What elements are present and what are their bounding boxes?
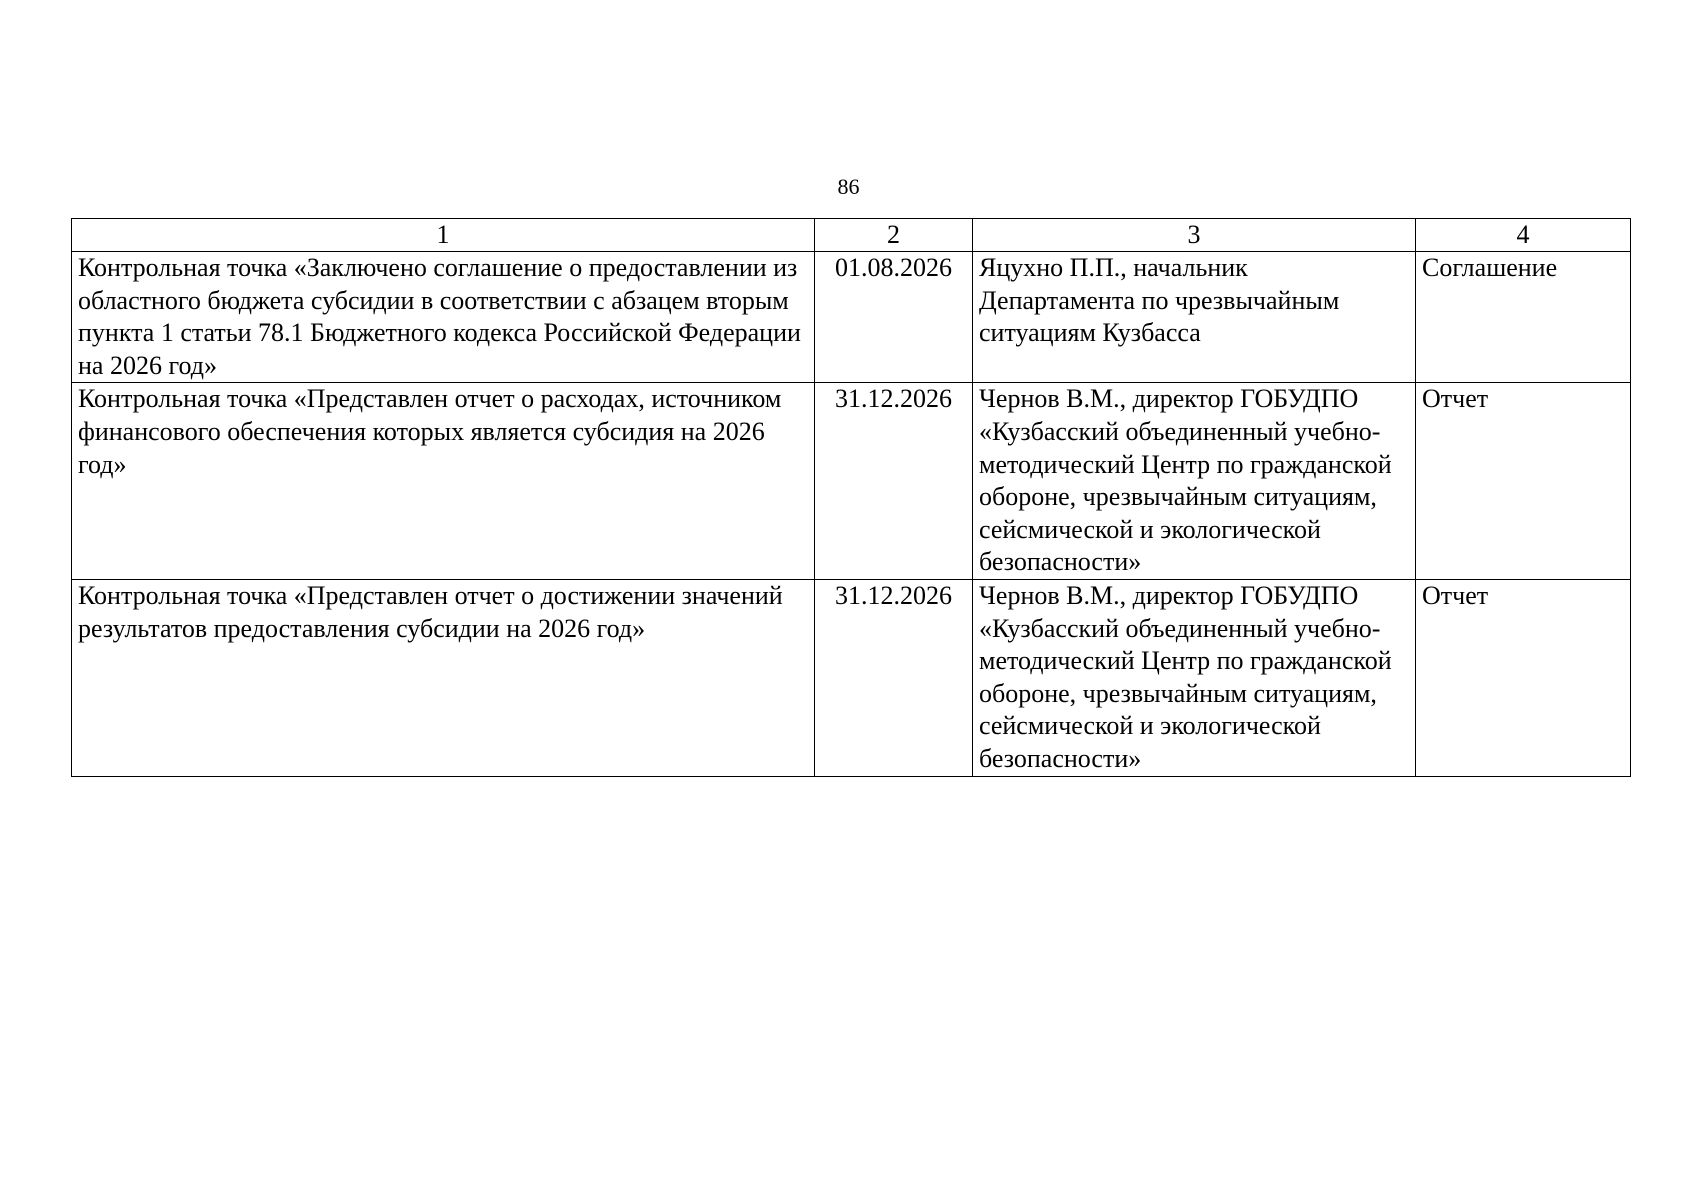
table-row [72, 383, 1631, 580]
responsible-cell: Яцухно П.П., начальник Департамента по чрезвычайным ситуациям Кузбасса [973, 252, 1416, 383]
table-row [72, 579, 1631, 776]
date-cell: 01.08.2026 [815, 252, 973, 383]
description-cell: Контрольная точка «Заключено соглашение о предоставлении из областного бюджета субсидии в соответствии с абзацем вторым пункта 1 статьи 78.1 Бюджетного кодекса Российской Федерации на 2026 год» [72, 252, 815, 383]
column-header-1: 1 [72, 219, 815, 252]
document-cell: Соглашение [1416, 252, 1631, 383]
header-row [72, 219, 1631, 252]
page-number: 86 [837, 174, 860, 199]
date-cell: 31.12.2026 [815, 579, 973, 776]
control-points-table [71, 218, 1631, 777]
date-cell: 31.12.2026 [815, 383, 973, 580]
table-header [72, 219, 1631, 252]
document-cell: Отчет [1416, 383, 1631, 580]
table-body [72, 252, 1631, 777]
description-cell: Контрольная точка «Представлен отчет о расходах, источником финансового обеспечения которых является субсидия на 2026 год» [72, 383, 815, 580]
description-cell: Контрольная точка «Представлен отчет о достижении значений результатов предоставления субсидии на 2026 год» [72, 579, 815, 776]
document-cell: Отчет [1416, 579, 1631, 776]
responsible-cell: Чернов В.М., директор ГОБУДПО «Кузбасский объединенный учебно-методический Центр по гражданской обороне, чрезвычайным ситуациям, сейсмической и экологической безопасности» [973, 579, 1416, 776]
column-header-2: 2 [815, 219, 973, 252]
table-row [72, 252, 1631, 383]
column-header-4: 4 [1416, 219, 1631, 252]
column-header-3: 3 [973, 219, 1416, 252]
responsible-cell: Чернов В.М., директор ГОБУДПО «Кузбасский объединенный учебно-методический Центр по гражданской обороне, чрезвычайным ситуациям, сейсмической и экологической безопасности» [973, 383, 1416, 580]
